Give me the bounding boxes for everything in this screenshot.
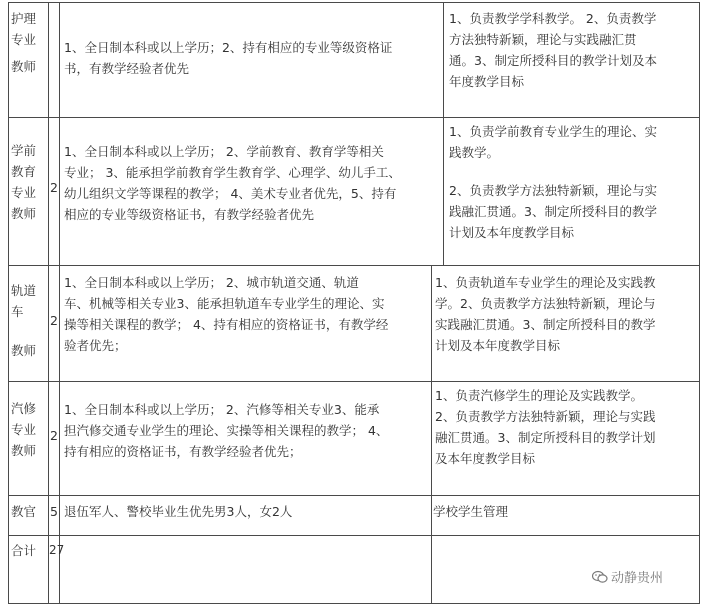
grid-line-col-1 <box>48 2 49 604</box>
duties-line: 践教学。 <box>449 145 500 160</box>
count-cell: 2 <box>50 428 58 443</box>
requirements-line: 专业； 3、能承担学前教育学生教育学、心理学、幼儿手工、 <box>64 165 401 180</box>
grid-line-row-2 <box>8 265 700 266</box>
position-text: 护理 <box>11 11 37 26</box>
position-text: 教官 <box>11 504 37 519</box>
grid-line-col-2 <box>59 2 60 604</box>
position-text: 车 <box>11 304 24 319</box>
duties-line: 方法独特新颖，理论与实践融汇贯 <box>449 32 637 47</box>
requirements-cell <box>64 272 388 356</box>
position-text: 轨道 <box>11 283 37 298</box>
duties-cell <box>435 272 655 356</box>
duties-cell <box>433 501 508 522</box>
position-text: 教师 <box>11 343 37 358</box>
requirements-line: 担汽修交通专业学生的理论、实操等相关课程的教学； 4、 <box>64 423 389 438</box>
duties-line: 计划及本年度教学目标 <box>449 225 575 240</box>
position-text: 教师 <box>11 59 37 74</box>
duties-line: 2、负责教学方法独特新颖，理论与实践 <box>435 409 656 424</box>
position-cell <box>11 280 36 361</box>
grid-line-row-1 <box>8 117 700 118</box>
watermark-text: 动静贵州 <box>611 571 664 586</box>
count-cell: 2 <box>50 313 58 328</box>
position-text: 专业 <box>11 185 37 200</box>
position-text: 教师 <box>11 443 37 458</box>
requirements-line: 幼儿组织文学等课程的教学； 4、美术专业者优先，5、持有 <box>64 186 397 201</box>
requirements-line: 1、全日制本科或以上学历；2、持有相应的专业等级资格证 <box>64 40 393 55</box>
position-cell <box>11 140 36 224</box>
position-text: 教师 <box>11 206 37 221</box>
requirements-cell <box>64 141 401 225</box>
position-text: 汽修 <box>11 401 37 416</box>
requirements-cell <box>64 399 388 462</box>
grid-line-col-3a <box>443 2 444 265</box>
requirements-line: 退伍军人、警校毕业生优先男3人，女2人 <box>64 504 293 519</box>
duties-line: 计划及本年度教学目标 <box>435 338 561 353</box>
position-cell <box>11 501 36 522</box>
duties-line: 融汇贯通。3、制定所授科目的教学计划 <box>435 430 656 445</box>
grid-line-bottom <box>8 603 700 604</box>
count-cell: 2 <box>50 180 58 195</box>
total-label: 合计 <box>11 543 37 558</box>
duties-line: 1、负责汽修学生的理论及实践教学。 <box>435 388 643 403</box>
duties-line: 学。2、负责教学方法独特新颖，理论与 <box>435 296 656 311</box>
requirements-line: 车、机械等相关专业3、能承担轨道车专业学生的理论、实 <box>64 296 385 311</box>
position-text: 专业 <box>11 422 37 437</box>
grid-line-row-5 <box>8 535 700 536</box>
position-text: 教育 <box>11 164 37 179</box>
requirements-line: 1、全日制本科或以上学历； 2、学前教育、教育学等相关 <box>64 144 384 159</box>
requirements-line: 持有相应的资格证书，有教学经验者优先； <box>64 444 302 459</box>
grid-line-right <box>699 2 700 604</box>
requirements-line: 书，有教学经验者优先 <box>64 61 190 76</box>
position-cell <box>11 8 36 77</box>
requirements-cell <box>64 501 292 522</box>
requirements-line: 验者优先； <box>64 338 127 353</box>
duties-line: 通。3、制定所授科目的教学计划及本 <box>449 53 657 68</box>
duties-line: 年度教学目标 <box>449 74 525 89</box>
duties-cell <box>449 8 657 92</box>
requirements-cell <box>64 37 392 79</box>
count-cell: 5 <box>50 504 58 519</box>
duties-line: 及本年度教学目标 <box>435 451 536 466</box>
duties-cell <box>449 121 657 243</box>
requirements-line: 操等相关课程的教学； 4、持有相应的资格证书，有教学经 <box>64 317 389 332</box>
grid-line-row-4 <box>8 495 700 496</box>
duties-cell <box>435 385 655 469</box>
duties-line: 1、负责学前教育专业学生的理论、实 <box>449 124 657 139</box>
total-count-cell: 27 <box>49 543 65 557</box>
grid-line-col-3b <box>431 265 432 603</box>
position-text: 学前 <box>11 143 37 158</box>
duties-line: 践融汇贯通。3、制定所授科目的教学 <box>449 204 657 219</box>
wechat-icon <box>592 570 608 584</box>
requirements-line: 1、全日制本科或以上学历； 2、汽修等相关专业3、能承 <box>64 402 380 417</box>
duties-line: 1、负责教学学科教学。 2、负责教学 <box>449 11 657 26</box>
duties-line: 2、负责教学方法独特新颖，理论与实 <box>449 183 657 198</box>
duties-line: 1、负责轨道车专业学生的理论及实践教 <box>435 275 656 290</box>
position-cell <box>11 398 36 461</box>
watermark <box>592 567 663 586</box>
grid-line-row-3 <box>8 381 700 382</box>
duties-line: 学校学生管理 <box>433 504 509 519</box>
grid-line-left <box>8 2 9 604</box>
total-label-cell <box>11 540 36 561</box>
duties-line: 实践融汇贯通。3、制定所授科目的教学 <box>435 317 656 332</box>
position-text: 专业 <box>11 32 37 47</box>
requirements-line: 相应的专业等级资格证书，有教学经验者优先 <box>64 207 315 222</box>
requirements-line: 1、全日制本科或以上学历； 2、城市轨道交通、轨道 <box>64 275 359 290</box>
grid-line-top <box>8 2 700 3</box>
